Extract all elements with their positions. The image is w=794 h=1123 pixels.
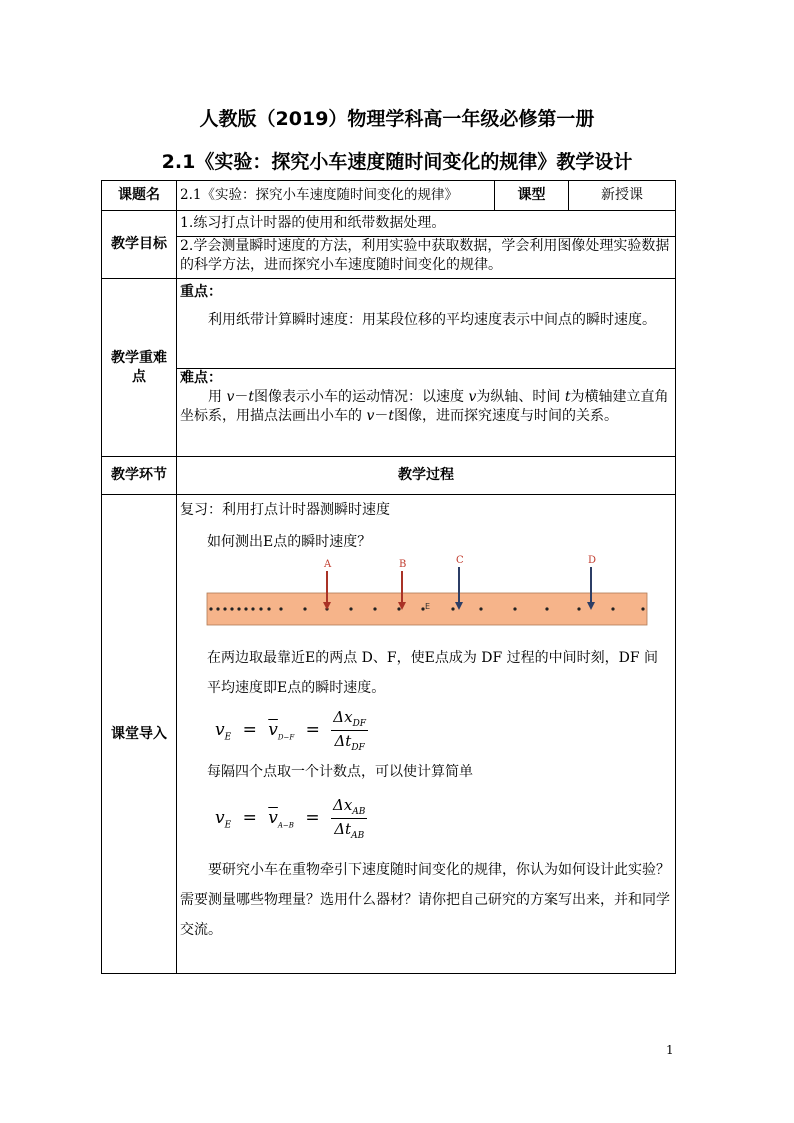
tape-dot <box>303 607 306 610</box>
row-intro <box>102 495 676 974</box>
paper-tape-diagram <box>177 553 673 629</box>
difficult-title: 难点： <box>180 370 222 386</box>
topic-label: 课题名 <box>102 181 177 211</box>
lesson-plan-table <box>101 180 676 974</box>
formula-e-ab: $v_E = \overline{v}_{A-B}$ = $\Delta x_{AB}$ $\Delta t_{AB}$ <box>215 796 366 842</box>
row-key-points <box>102 279 676 369</box>
row-section-header <box>102 457 676 495</box>
tape-dot <box>267 607 270 610</box>
section-label: 教学环节 <box>102 457 177 495</box>
key-text: 利用纸带计算瞬时速度：用某段位移的平均速度表示中间点的瞬时速度。 <box>208 311 656 328</box>
tape-dot <box>223 607 226 610</box>
goals-label: 教学目标 <box>102 211 177 279</box>
tape-marker-B <box>398 559 406 610</box>
intro-label: 课堂导入 <box>102 495 177 974</box>
tape-dot <box>545 607 548 610</box>
marker-letter: C <box>456 555 464 566</box>
row-topic <box>102 181 676 211</box>
key-difficult-label: 教学重难点 <box>102 279 177 457</box>
tape-dot <box>513 607 516 610</box>
formula-e-df: $v_E = \overline{v}_{D-F}$ = $\Delta x_{DF}$ $\Delta t_{DF}$ <box>215 708 367 754</box>
row-goals-1 <box>102 211 676 237</box>
tape-dot <box>577 607 580 610</box>
type-value: 新授课 <box>569 181 676 211</box>
review-text: 复习：利用打点计时器测瞬时速度 <box>180 502 390 518</box>
tape-dot <box>479 607 482 610</box>
task-para: 要研究小车在重物牵引下速度随时间变化的规律，你认为如何设计此实验？需要测量哪些物理量？选用什么器材？请你把自己研究的方案写出来，并和同学交流。 <box>180 862 670 939</box>
row-difficult-points <box>102 369 676 457</box>
tape-dot <box>349 607 352 610</box>
tape-dot <box>237 607 240 610</box>
key-title: 重点： <box>180 284 222 300</box>
tape-dot <box>230 607 233 610</box>
tape-marker-A <box>323 559 332 610</box>
tape-dot <box>251 607 254 610</box>
question-text: 如何测出E点的瞬时速度？ <box>207 534 372 550</box>
document-subtitle: 2.1《实验：探究小车速度随时间变化的规律》教学设计 <box>161 151 633 173</box>
document-title: 人教版（2019）物理学科高一年级必修第一册 <box>199 108 595 130</box>
key-point-cell <box>177 279 676 369</box>
intro-content <box>177 495 676 974</box>
marker-letter: A <box>324 559 332 570</box>
tape-dot <box>611 607 614 610</box>
tape-dot <box>373 607 376 610</box>
tape-dot <box>259 607 262 610</box>
tape-dot <box>397 607 400 610</box>
goal-item-2: 2.学会测量瞬时速度的方法，利用实验中获取数据，学会利用图像处理实验数据的科学方法，进而探究小车速度随时间变化的规律。 <box>177 237 676 279</box>
tape-mid-label: E <box>425 602 431 611</box>
difficult-text: 用 v－t图像表示小车的运动情况：以速度 v为纵轴、时间 t为横轴建立直角坐标系，用描点法画出小车的 v－t图像，进而探究速度与时间的关系。 <box>180 388 669 424</box>
topic-value: 2.1《实验：探究小车速度随时间变化的规律》 <box>177 181 495 211</box>
tape-dot <box>216 607 219 610</box>
tape-dot <box>279 607 282 610</box>
marker-letter: B <box>399 559 407 570</box>
row-goals-2 <box>102 237 676 279</box>
type-label: 课型 <box>495 181 569 211</box>
tape-dot <box>244 607 247 610</box>
explanation-para: 在两边取最靠近E的两点 D、F，使E点成为 DF 过程的中间时刻，DF 间平均速度即E点的瞬时速度。 <box>207 650 659 697</box>
tape-dot <box>641 607 644 610</box>
marker-letter: D <box>588 555 597 566</box>
tape-dot <box>451 607 454 610</box>
page-number: 1 <box>666 1043 674 1057</box>
difficult-point-cell <box>177 369 676 457</box>
interval-note: 每隔四个点取一个计数点，可以使计算简单 <box>207 764 473 780</box>
goal-item-1: 1.练习打点计时器的使用和纸带数据处理。 <box>177 211 676 237</box>
process-heading: 教学过程 <box>177 457 676 495</box>
tape-dot <box>209 607 212 610</box>
